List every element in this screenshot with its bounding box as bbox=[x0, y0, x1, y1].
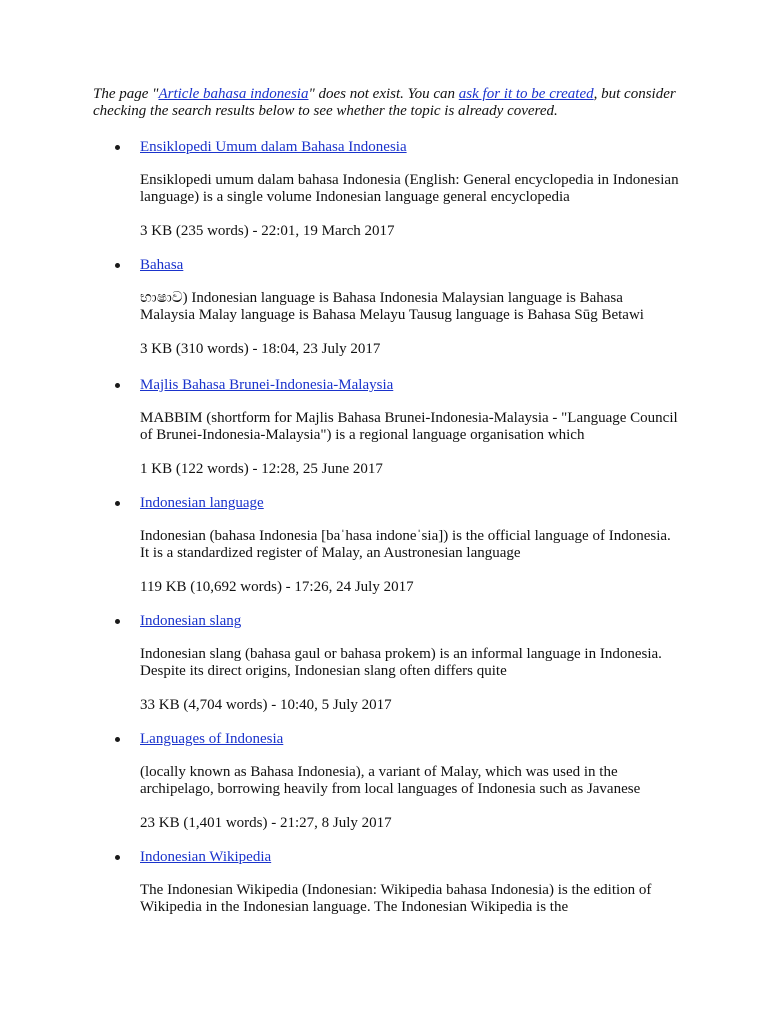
result-snippet: The Indonesian Wikipedia (Indonesian: Wikipedia bahasa Indonesia) is the edition of Wikipedia in the Indonesian language. The Indonesian Wikipedia is the bbox=[140, 882, 652, 915]
result-title-link[interactable]: Indonesian slang bbox=[140, 613, 242, 629]
result-snippet: Indonesian (bahasa Indonesia [baˈhasa indoneˈsia]) is the official language of Indonesia. It is a standardized register of Malay, an Austronesian language bbox=[140, 528, 671, 561]
bullet-icon bbox=[115, 263, 120, 268]
result-snippet: Indonesian slang (bahasa gaul or bahasa prokem) is an informal language in Indonesia. Despite its direct origins, Indonesian slang often differs quite bbox=[140, 646, 662, 679]
result-title-link[interactable]: Languages of Indonesia bbox=[140, 731, 284, 747]
result-meta: 3 KB (235 words) - 22:01, 19 March 2017 bbox=[140, 223, 395, 239]
result-meta: 3 KB (310 words) - 18:04, 23 July 2017 bbox=[140, 341, 381, 357]
result-meta: 33 KB (4,704 words) - 10:40, 5 July 2017 bbox=[140, 697, 392, 713]
result-snippet: (locally known as Bahasa Indonesia), a variant of Malay, which was used in the archipelago, borrowing heavily from local languages of Indonesia such as Javanese bbox=[140, 764, 641, 797]
result-meta: 1 KB (122 words) - 12:28, 25 June 2017 bbox=[140, 461, 383, 477]
result-meta: 119 KB (10,692 words) - 17:26, 24 July 2017 bbox=[140, 579, 414, 595]
result-title-link[interactable]: Indonesian Wikipedia bbox=[140, 849, 272, 865]
result-snippet: MABBIM (shortform for Majlis Bahasa Brunei-Indonesia-Malaysia - "Language Council of Brunei-Indonesia-Malaysia") is a regional language organisation which bbox=[140, 410, 678, 443]
result-snippet: භාෂාව) Indonesian language is Bahasa Indonesia Malaysian language is Bahasa Malaysia Malay language is Bahasa Melayu Tausug language is Bahasa Sūg Betawi bbox=[140, 290, 644, 323]
bullet-icon bbox=[115, 383, 120, 388]
result-title-link[interactable]: Bahasa bbox=[140, 257, 184, 273]
missing-page-link[interactable]: Article bahasa indonesia bbox=[158, 86, 309, 102]
result-title-link[interactable]: Indonesian language bbox=[140, 495, 264, 511]
notice-middle: " does not exist. You can bbox=[308, 86, 459, 102]
bullet-icon bbox=[115, 619, 120, 624]
page-not-exist-notice bbox=[93, 86, 683, 120]
bullet-icon bbox=[115, 737, 120, 742]
notice-prefix: The page " bbox=[93, 86, 159, 102]
create-page-link[interactable]: ask for it to be created bbox=[458, 86, 594, 102]
bullet-icon bbox=[115, 501, 120, 506]
result-snippet: Ensiklopedi umum dalam bahasa Indonesia (English: General encyclopedia in Indonesian language) is a single volume Indonesian language general encyclopedia bbox=[140, 172, 679, 205]
notice-suffix: , but consider checking the search results below to see whether the topic is already covered. bbox=[93, 86, 676, 119]
result-meta: 23 KB (1,401 words) - 21:27, 8 July 2017 bbox=[140, 815, 392, 831]
result-title-link[interactable]: Ensiklopedi Umum dalam Bahasa Indonesia bbox=[140, 139, 407, 155]
bullet-icon bbox=[115, 145, 120, 150]
bullet-icon bbox=[115, 855, 120, 860]
result-title-link[interactable]: Majlis Bahasa Brunei-Indonesia-Malaysia bbox=[140, 377, 394, 393]
